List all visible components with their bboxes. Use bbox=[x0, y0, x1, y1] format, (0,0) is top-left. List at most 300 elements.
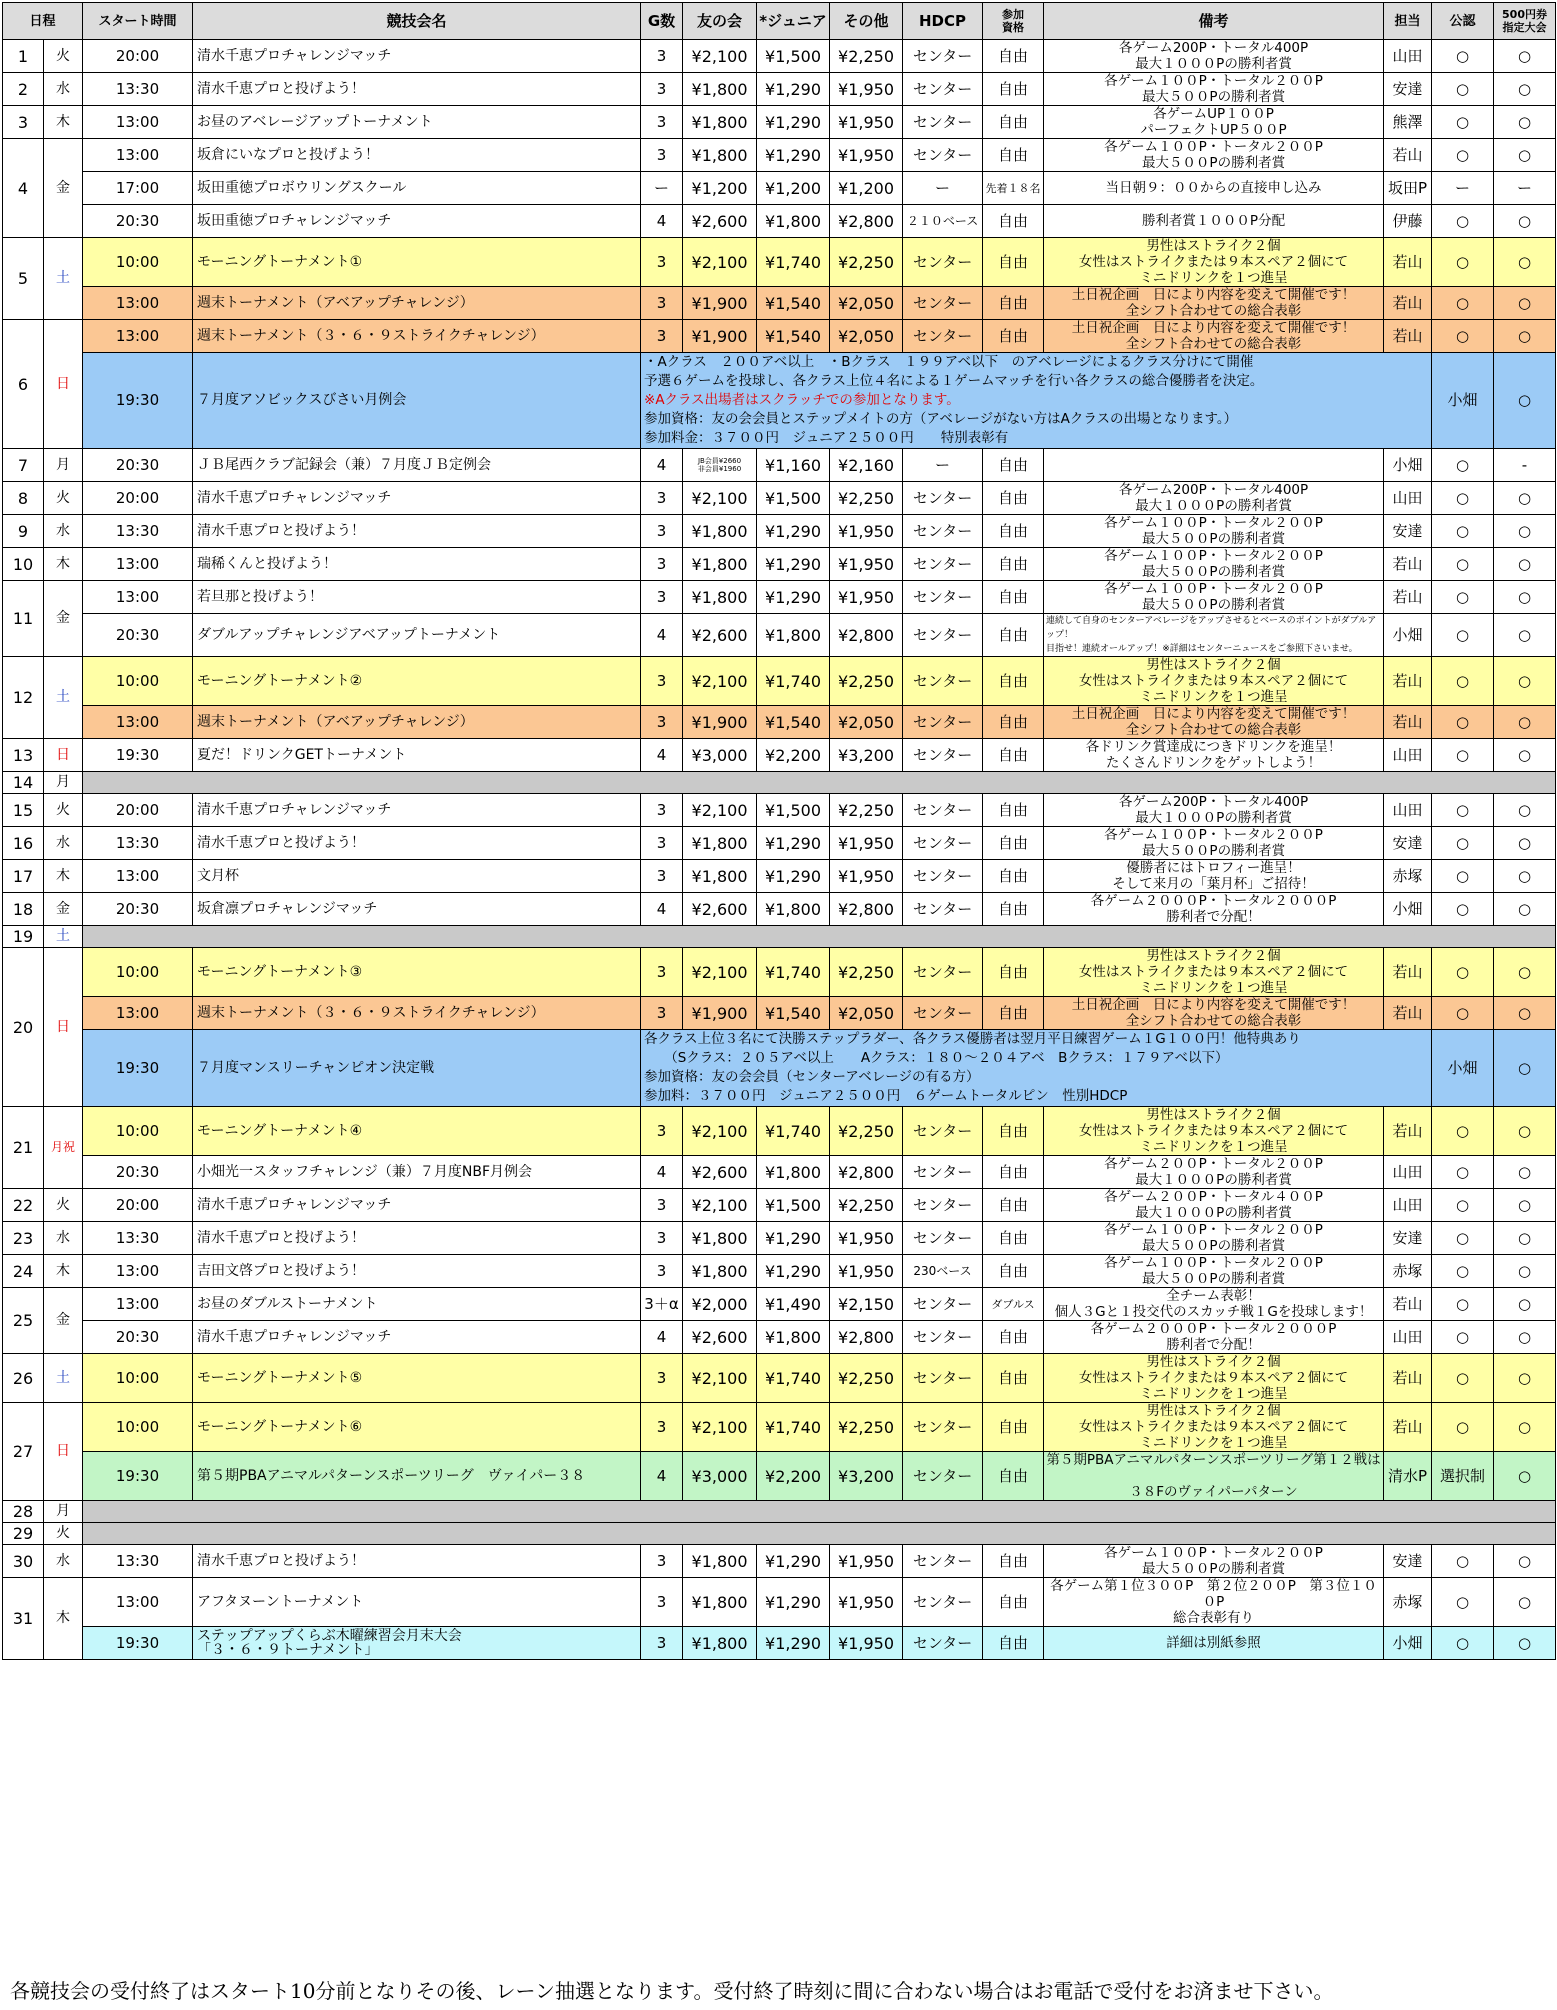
official-status: ○ bbox=[1432, 1107, 1494, 1156]
table-row bbox=[3, 353, 1556, 449]
voucher-status: ○ bbox=[1494, 1321, 1556, 1354]
staff: 安達 bbox=[1384, 1545, 1432, 1578]
junior-price: ¥1,160 bbox=[757, 449, 830, 482]
eligibility: 自由 bbox=[983, 948, 1044, 997]
member-price: ¥1,900 bbox=[683, 997, 757, 1030]
game-count: 3 bbox=[641, 1403, 683, 1452]
day-number: 20 bbox=[3, 948, 44, 1107]
notes: 各ゲーム１００P・トータル２００P 最大５００Pの勝利者賞 bbox=[1044, 581, 1384, 614]
notes: 各ゲームUP１００P パーフェクトUP５００P bbox=[1044, 106, 1384, 139]
header-other-price: その他 bbox=[830, 3, 903, 40]
table-row bbox=[3, 614, 1556, 657]
staff: 熊澤 bbox=[1384, 106, 1432, 139]
game-count: 3 bbox=[641, 106, 683, 139]
start-time: 13:00 bbox=[83, 581, 193, 614]
game-count: 4 bbox=[641, 614, 683, 657]
hdcp: センター bbox=[903, 1222, 983, 1255]
staff: 若山 bbox=[1384, 320, 1432, 353]
game-count: 3 bbox=[641, 320, 683, 353]
junior-price: ¥1,290 bbox=[757, 1627, 830, 1660]
official-status: ○ bbox=[1432, 706, 1494, 739]
hdcp: センター bbox=[903, 320, 983, 353]
hdcp: センター bbox=[903, 1156, 983, 1189]
event-name: 週末トーナメント（アベアップチャレンジ） bbox=[193, 706, 641, 739]
start-time: 10:00 bbox=[83, 948, 193, 997]
staff: 山田 bbox=[1384, 794, 1432, 827]
official-status: ○ bbox=[1432, 997, 1494, 1030]
notes: 各ゲーム200P・トータル400P 最大１０００Pの勝利者賞 bbox=[1044, 482, 1384, 515]
day-of-week: 土 bbox=[44, 1354, 83, 1403]
official-status: ○ bbox=[1432, 40, 1494, 73]
staff: 若山 bbox=[1384, 238, 1432, 287]
hdcp: ー bbox=[903, 449, 983, 482]
event-name: お昼のアベレージアップトーナメント bbox=[193, 106, 641, 139]
hdcp: センター bbox=[903, 860, 983, 893]
header-notes: 備考 bbox=[1044, 3, 1384, 40]
eligibility: 自由 bbox=[983, 515, 1044, 548]
voucher-status: ○ bbox=[1494, 1452, 1556, 1501]
official-status: ○ bbox=[1432, 1403, 1494, 1452]
day-of-week: 木 bbox=[44, 548, 83, 581]
voucher-status: ○ bbox=[1494, 1189, 1556, 1222]
member-price: ¥2,100 bbox=[683, 40, 757, 73]
member-price: ¥1,900 bbox=[683, 287, 757, 320]
staff: 若山 bbox=[1384, 139, 1432, 172]
event-name: 清水千恵プロと投げよう！ bbox=[193, 827, 641, 860]
start-time: 19:30 bbox=[83, 739, 193, 772]
voucher-status: ○ bbox=[1494, 1354, 1556, 1403]
game-count: 3 bbox=[641, 482, 683, 515]
game-count: 3 bbox=[641, 827, 683, 860]
eligibility: 自由 bbox=[983, 449, 1044, 482]
voucher-status: ○ bbox=[1494, 482, 1556, 515]
table-row bbox=[3, 1288, 1556, 1321]
hdcp: センター bbox=[903, 706, 983, 739]
junior-price: ¥1,290 bbox=[757, 548, 830, 581]
other-price: ¥2,250 bbox=[830, 657, 903, 706]
staff: 山田 bbox=[1384, 1156, 1432, 1189]
junior-price: ¥1,500 bbox=[757, 1189, 830, 1222]
day-number: 5 bbox=[3, 238, 44, 320]
hdcp: センター bbox=[903, 73, 983, 106]
event-name: 清水千恵プロと投げよう！ bbox=[193, 515, 641, 548]
event-name: モーニングトーナメント④ bbox=[193, 1107, 641, 1156]
event-name: 週末トーナメント（３・６・９ストライクチャレンジ） bbox=[193, 997, 641, 1030]
day-number: 9 bbox=[3, 515, 44, 548]
detail-line: 参加料：３７００円 ジュニア２５００円 ６ゲームトータルピン 性別HDCP bbox=[644, 1088, 1128, 1104]
table-row bbox=[3, 320, 1556, 353]
hdcp: センター bbox=[903, 139, 983, 172]
notes: 各ゲーム２０００P・トータル２０００P 勝利者で分配！ bbox=[1044, 893, 1384, 926]
eligibility: 自由 bbox=[983, 794, 1044, 827]
event-name: モーニングトーナメント③ bbox=[193, 948, 641, 997]
junior-price: ¥1,290 bbox=[757, 1255, 830, 1288]
table-row bbox=[3, 1156, 1556, 1189]
table-row bbox=[3, 827, 1556, 860]
eligibility: 自由 bbox=[983, 997, 1044, 1030]
day-number: 11 bbox=[3, 581, 44, 657]
empty-slot bbox=[83, 772, 1556, 794]
day-number: 6 bbox=[3, 320, 44, 449]
table-row bbox=[3, 926, 1556, 948]
voucher-status: ○ bbox=[1494, 1255, 1556, 1288]
day-of-week: 木 bbox=[44, 1578, 83, 1660]
notes: 男性はストライク２個 女性はストライクまたは９本スペア２個にて ミニドリンクを１つ進呈 bbox=[1044, 238, 1384, 287]
notes: 各ゲーム１００P・トータル２００P 最大５００Pの勝利者賞 bbox=[1044, 1545, 1384, 1578]
hdcp: センター bbox=[903, 1545, 983, 1578]
junior-price: ¥1,800 bbox=[757, 893, 830, 926]
junior-price: ¥1,290 bbox=[757, 827, 830, 860]
table-row bbox=[3, 1452, 1556, 1501]
hdcp: センター bbox=[903, 1354, 983, 1403]
member-price: ¥3,000 bbox=[683, 739, 757, 772]
other-price: ¥1,200 bbox=[830, 172, 903, 205]
staff: 山田 bbox=[1384, 739, 1432, 772]
voucher-status: ○ bbox=[1494, 893, 1556, 926]
table-row bbox=[3, 1255, 1556, 1288]
member-price: ¥2,600 bbox=[683, 1156, 757, 1189]
staff: 山田 bbox=[1384, 40, 1432, 73]
eligibility: 自由 bbox=[983, 614, 1044, 657]
staff: 小畑 bbox=[1432, 1030, 1494, 1107]
day-number: 14 bbox=[3, 772, 44, 794]
day-number: 31 bbox=[3, 1578, 44, 1660]
day-number: 22 bbox=[3, 1189, 44, 1222]
junior-price: ¥1,290 bbox=[757, 1545, 830, 1578]
table-row bbox=[3, 1189, 1556, 1222]
table-row bbox=[3, 548, 1556, 581]
eligibility: 自由 bbox=[983, 73, 1044, 106]
game-count: 3 bbox=[641, 1545, 683, 1578]
table-row bbox=[3, 1545, 1556, 1578]
table-row bbox=[3, 449, 1556, 482]
other-price: ¥2,250 bbox=[830, 40, 903, 73]
day-of-week: 月 bbox=[44, 1501, 83, 1523]
day-of-week: 日 bbox=[44, 1403, 83, 1501]
member-price: ¥1,800 bbox=[683, 1627, 757, 1660]
member-price: ¥2,100 bbox=[683, 794, 757, 827]
hdcp: センター bbox=[903, 1452, 983, 1501]
table-row bbox=[3, 739, 1556, 772]
eligibility: 自由 bbox=[983, 1222, 1044, 1255]
table-row bbox=[3, 172, 1556, 205]
eligibility: 自由 bbox=[983, 739, 1044, 772]
event-name: モーニングトーナメント⑤ bbox=[193, 1354, 641, 1403]
game-count: 3 bbox=[641, 515, 683, 548]
start-time: 20:00 bbox=[83, 1189, 193, 1222]
start-time: 20:30 bbox=[83, 893, 193, 926]
voucher-status: ○ bbox=[1494, 948, 1556, 997]
event-details bbox=[641, 1030, 1432, 1107]
eligibility: 自由 bbox=[983, 1189, 1044, 1222]
event-name: 坂倉凛プロチャレンジマッチ bbox=[193, 893, 641, 926]
other-price: ¥2,250 bbox=[830, 1354, 903, 1403]
start-time: 13:30 bbox=[83, 515, 193, 548]
start-time: 13:00 bbox=[83, 860, 193, 893]
junior-price: ¥1,500 bbox=[757, 40, 830, 73]
voucher-status: ー bbox=[1494, 172, 1556, 205]
table-row bbox=[3, 1523, 1556, 1545]
member-price: ¥3,000 bbox=[683, 1452, 757, 1501]
header-date: 日程 bbox=[3, 3, 83, 40]
day-of-week: 火 bbox=[44, 482, 83, 515]
table-row bbox=[3, 794, 1556, 827]
header-voucher: 500円券 指定大会 bbox=[1494, 3, 1556, 40]
start-time: 10:00 bbox=[83, 1354, 193, 1403]
schedule-sheet bbox=[2, 2, 1555, 1660]
eligibility: 自由 bbox=[983, 1354, 1044, 1403]
other-price: ¥2,250 bbox=[830, 794, 903, 827]
member-price: ¥2,100 bbox=[683, 238, 757, 287]
event-name: ＪＢ尾西クラブ記録会（兼）７月度ＪＢ定例会 bbox=[193, 449, 641, 482]
voucher-status: ○ bbox=[1494, 515, 1556, 548]
day-of-week: 木 bbox=[44, 860, 83, 893]
eligibility: 自由 bbox=[983, 482, 1044, 515]
official-status: ○ bbox=[1432, 794, 1494, 827]
member-price: ¥1,800 bbox=[683, 1545, 757, 1578]
day-of-week: 火 bbox=[44, 1523, 83, 1545]
official-status: ○ bbox=[1432, 948, 1494, 997]
member-price: ¥2,100 bbox=[683, 948, 757, 997]
table-row bbox=[3, 73, 1556, 106]
notes: 各ゲーム第１位３００P 第２位２００P 第３位１００P 総合表彰有り bbox=[1044, 1578, 1384, 1627]
start-time: 19:30 bbox=[83, 1452, 193, 1501]
game-count: 3 bbox=[641, 581, 683, 614]
notes: 第５期PBAアニマルパターンスポーツリーグ第１２戦は ３８Fのヴァイパーパターン bbox=[1044, 1452, 1384, 1501]
other-price: ¥2,250 bbox=[830, 948, 903, 997]
eligibility: 自由 bbox=[983, 1255, 1044, 1288]
hdcp: センター bbox=[903, 1107, 983, 1156]
official-status: ○ bbox=[1432, 515, 1494, 548]
eligibility: 自由 bbox=[983, 139, 1044, 172]
start-time: 10:00 bbox=[83, 1107, 193, 1156]
junior-price: ¥1,490 bbox=[757, 1288, 830, 1321]
voucher-status: ○ bbox=[1494, 548, 1556, 581]
event-name: 週末トーナメント（３・６・９ストライクチャレンジ） bbox=[193, 320, 641, 353]
start-time: 10:00 bbox=[83, 238, 193, 287]
game-count: 3 bbox=[641, 1627, 683, 1660]
table-row bbox=[3, 1107, 1556, 1156]
eligibility: 自由 bbox=[983, 893, 1044, 926]
header-member-price: 友の会 bbox=[683, 3, 757, 40]
event-name: 清水千恵プロチャレンジマッチ bbox=[193, 40, 641, 73]
junior-price: ¥1,290 bbox=[757, 106, 830, 139]
staff: 小畑 bbox=[1384, 893, 1432, 926]
game-count: 3 bbox=[641, 948, 683, 997]
start-time: 20:30 bbox=[83, 1321, 193, 1354]
table-row bbox=[3, 287, 1556, 320]
voucher-status: ○ bbox=[1494, 581, 1556, 614]
voucher-status: ○ bbox=[1494, 614, 1556, 657]
member-price: ¥1,800 bbox=[683, 1222, 757, 1255]
junior-price: ¥1,740 bbox=[757, 238, 830, 287]
official-status: ○ bbox=[1494, 1030, 1556, 1107]
day-number: 13 bbox=[3, 739, 44, 772]
hdcp: センター bbox=[903, 794, 983, 827]
detail-line: 予選６ゲームを投球し、各クラス上位４名による１ゲームマッチを行い各クラスの総合優勝者を決定。 bbox=[644, 373, 1264, 389]
official-status: ○ bbox=[1432, 827, 1494, 860]
day-number: 17 bbox=[3, 860, 44, 893]
game-count: 3 bbox=[641, 1578, 683, 1627]
eligibility: 先着１８名 bbox=[983, 172, 1044, 205]
start-time: 13:00 bbox=[83, 106, 193, 139]
day-number: 28 bbox=[3, 1501, 44, 1523]
staff: 清水P bbox=[1384, 1452, 1432, 1501]
member-price: ¥2,100 bbox=[683, 482, 757, 515]
day-of-week: 月 bbox=[44, 772, 83, 794]
official-status: ○ bbox=[1432, 482, 1494, 515]
table-row bbox=[3, 997, 1556, 1030]
detail-line: ※Aクラス出場者はスクラッチでの参加となります。 bbox=[644, 392, 960, 408]
event-name: 坂田重徳プロチャレンジマッチ bbox=[193, 205, 641, 238]
start-time: 13:00 bbox=[83, 287, 193, 320]
other-price: ¥2,250 bbox=[830, 1403, 903, 1452]
notes: 男性はストライク２個 女性はストライクまたは９本スペア２個にて ミニドリンクを１つ進呈 bbox=[1044, 657, 1384, 706]
event-name: 第５期PBAアニマルパターンスポーツリーグ ヴァイパー３８ bbox=[193, 1452, 641, 1501]
day-number: 7 bbox=[3, 449, 44, 482]
member-price: ¥2,600 bbox=[683, 893, 757, 926]
staff: 安達 bbox=[1384, 73, 1432, 106]
day-number: 19 bbox=[3, 926, 44, 948]
notes: 各ドリンク賞達成につきドリンクを進呈！ たくさんドリンクをゲットしよう！ bbox=[1044, 739, 1384, 772]
staff: 若山 bbox=[1384, 997, 1432, 1030]
hdcp: センター bbox=[903, 1189, 983, 1222]
member-price: ¥2,000 bbox=[683, 1288, 757, 1321]
staff: 若山 bbox=[1384, 1354, 1432, 1403]
day-of-week: 水 bbox=[44, 73, 83, 106]
event-name: 若旦那と投げよう！ bbox=[193, 581, 641, 614]
table-row bbox=[3, 1501, 1556, 1523]
staff: 小畑 bbox=[1432, 353, 1494, 449]
official-status: ○ bbox=[1432, 1354, 1494, 1403]
hdcp: センター bbox=[903, 106, 983, 139]
official-status: ○ bbox=[1432, 1578, 1494, 1627]
official-status: ー bbox=[1432, 172, 1494, 205]
eligibility: 自由 bbox=[983, 238, 1044, 287]
start-time: 13:30 bbox=[83, 73, 193, 106]
junior-price: ¥1,540 bbox=[757, 287, 830, 320]
junior-price: ¥1,290 bbox=[757, 515, 830, 548]
event-name: 文月杯 bbox=[193, 860, 641, 893]
other-price: ¥1,950 bbox=[830, 515, 903, 548]
event-name: 瑞稀くんと投げよう！ bbox=[193, 548, 641, 581]
header-official: 公認 bbox=[1432, 3, 1494, 40]
notes: 土日祝企画 日により内容を変えて開催です！ 全シフト合わせての総合表彰 bbox=[1044, 997, 1384, 1030]
voucher-status: ○ bbox=[1494, 1288, 1556, 1321]
start-time: 13:00 bbox=[83, 1578, 193, 1627]
start-time: 13:00 bbox=[83, 706, 193, 739]
table-row bbox=[3, 893, 1556, 926]
official-status: ○ bbox=[1432, 73, 1494, 106]
staff: 赤塚 bbox=[1384, 1578, 1432, 1627]
voucher-status: ○ bbox=[1494, 40, 1556, 73]
table-row bbox=[3, 1354, 1556, 1403]
start-time: 20:30 bbox=[83, 1156, 193, 1189]
hdcp: センター bbox=[903, 482, 983, 515]
hdcp: センター bbox=[903, 287, 983, 320]
eligibility: ダブルス bbox=[983, 1288, 1044, 1321]
staff: 小畑 bbox=[1384, 614, 1432, 657]
voucher-status: ○ bbox=[1494, 205, 1556, 238]
day-number: 21 bbox=[3, 1107, 44, 1189]
day-of-week: 金 bbox=[44, 1288, 83, 1354]
day-of-week: 火 bbox=[44, 40, 83, 73]
voucher-status: ○ bbox=[1494, 1222, 1556, 1255]
hdcp: センター bbox=[903, 1627, 983, 1660]
header-start-time: スタート時間 bbox=[83, 3, 193, 40]
notes: 全チーム表彰！ 個人３Gと１投交代のスカッチ戦１Gを投球します！ bbox=[1044, 1288, 1384, 1321]
notes: 男性はストライク２個 女性はストライクまたは９本スペア２個にて ミニドリンクを１つ進呈 bbox=[1044, 1403, 1384, 1452]
staff: 山田 bbox=[1384, 1189, 1432, 1222]
other-price: ¥2,050 bbox=[830, 287, 903, 320]
official-status: ○ bbox=[1432, 287, 1494, 320]
official-status: ○ bbox=[1432, 1321, 1494, 1354]
day-of-week: 木 bbox=[44, 1255, 83, 1288]
day-number: 15 bbox=[3, 794, 44, 827]
official-status: ○ bbox=[1432, 893, 1494, 926]
day-of-week: 土 bbox=[44, 657, 83, 739]
game-count: 4 bbox=[641, 1321, 683, 1354]
member-price: ¥1,800 bbox=[683, 827, 757, 860]
game-count: 3 bbox=[641, 1107, 683, 1156]
eligibility: 自由 bbox=[983, 320, 1044, 353]
staff: 赤塚 bbox=[1384, 860, 1432, 893]
event-name: モーニングトーナメント① bbox=[193, 238, 641, 287]
detail-line: 各クラス上位３名にて決勝ステップラダー、各クラス優勝者は翌月平日練習ゲーム１G１００円！他特典あり bbox=[644, 1031, 1301, 1047]
day-of-week: 火 bbox=[44, 1189, 83, 1222]
other-price: ¥3,200 bbox=[830, 1452, 903, 1501]
notes: 当日朝９：００からの直接申し込み bbox=[1044, 172, 1384, 205]
detail-line: ・Aクラス ２００アベ以上 ・Bクラス １９９アベ以下 のアベレージによるクラス分けにて開催 bbox=[644, 354, 1254, 370]
event-name: モーニングトーナメント② bbox=[193, 657, 641, 706]
member-price: ¥2,100 bbox=[683, 657, 757, 706]
official-status: ○ bbox=[1432, 238, 1494, 287]
day-of-week: 水 bbox=[44, 1222, 83, 1255]
junior-price: ¥1,740 bbox=[757, 1107, 830, 1156]
official-status: ○ bbox=[1432, 1156, 1494, 1189]
event-name: 清水千恵プロと投げよう！ bbox=[193, 1222, 641, 1255]
table-row bbox=[3, 706, 1556, 739]
event-name: 夏だ！ドリンクGETトーナメント bbox=[193, 739, 641, 772]
schedule-body bbox=[3, 40, 1556, 1660]
voucher-status: ○ bbox=[1494, 827, 1556, 860]
eligibility: 自由 bbox=[983, 205, 1044, 238]
other-price: ¥1,950 bbox=[830, 581, 903, 614]
voucher-status: ○ bbox=[1494, 287, 1556, 320]
day-of-week: 火 bbox=[44, 794, 83, 827]
header-event-name: 競技会名 bbox=[193, 3, 641, 40]
other-price: ¥3,200 bbox=[830, 739, 903, 772]
staff: 若山 bbox=[1384, 581, 1432, 614]
member-price: ¥1,900 bbox=[683, 320, 757, 353]
official-status: ○ bbox=[1432, 657, 1494, 706]
eligibility: 自由 bbox=[983, 106, 1044, 139]
game-count: 3 bbox=[641, 238, 683, 287]
event-name: ダブルアップチャレンジアベアップトーナメント bbox=[193, 614, 641, 657]
hdcp: センター bbox=[903, 1403, 983, 1452]
member-price: ¥2,600 bbox=[683, 205, 757, 238]
game-count: 4 bbox=[641, 205, 683, 238]
junior-price: ¥1,290 bbox=[757, 73, 830, 106]
empty-slot bbox=[83, 1501, 1556, 1523]
staff: 赤塚 bbox=[1384, 1255, 1432, 1288]
game-count: 3 bbox=[641, 706, 683, 739]
eligibility: 自由 bbox=[983, 1627, 1044, 1660]
junior-price: ¥1,500 bbox=[757, 794, 830, 827]
table-row bbox=[3, 1321, 1556, 1354]
staff: 伊藤 bbox=[1384, 205, 1432, 238]
day-number: 8 bbox=[3, 482, 44, 515]
